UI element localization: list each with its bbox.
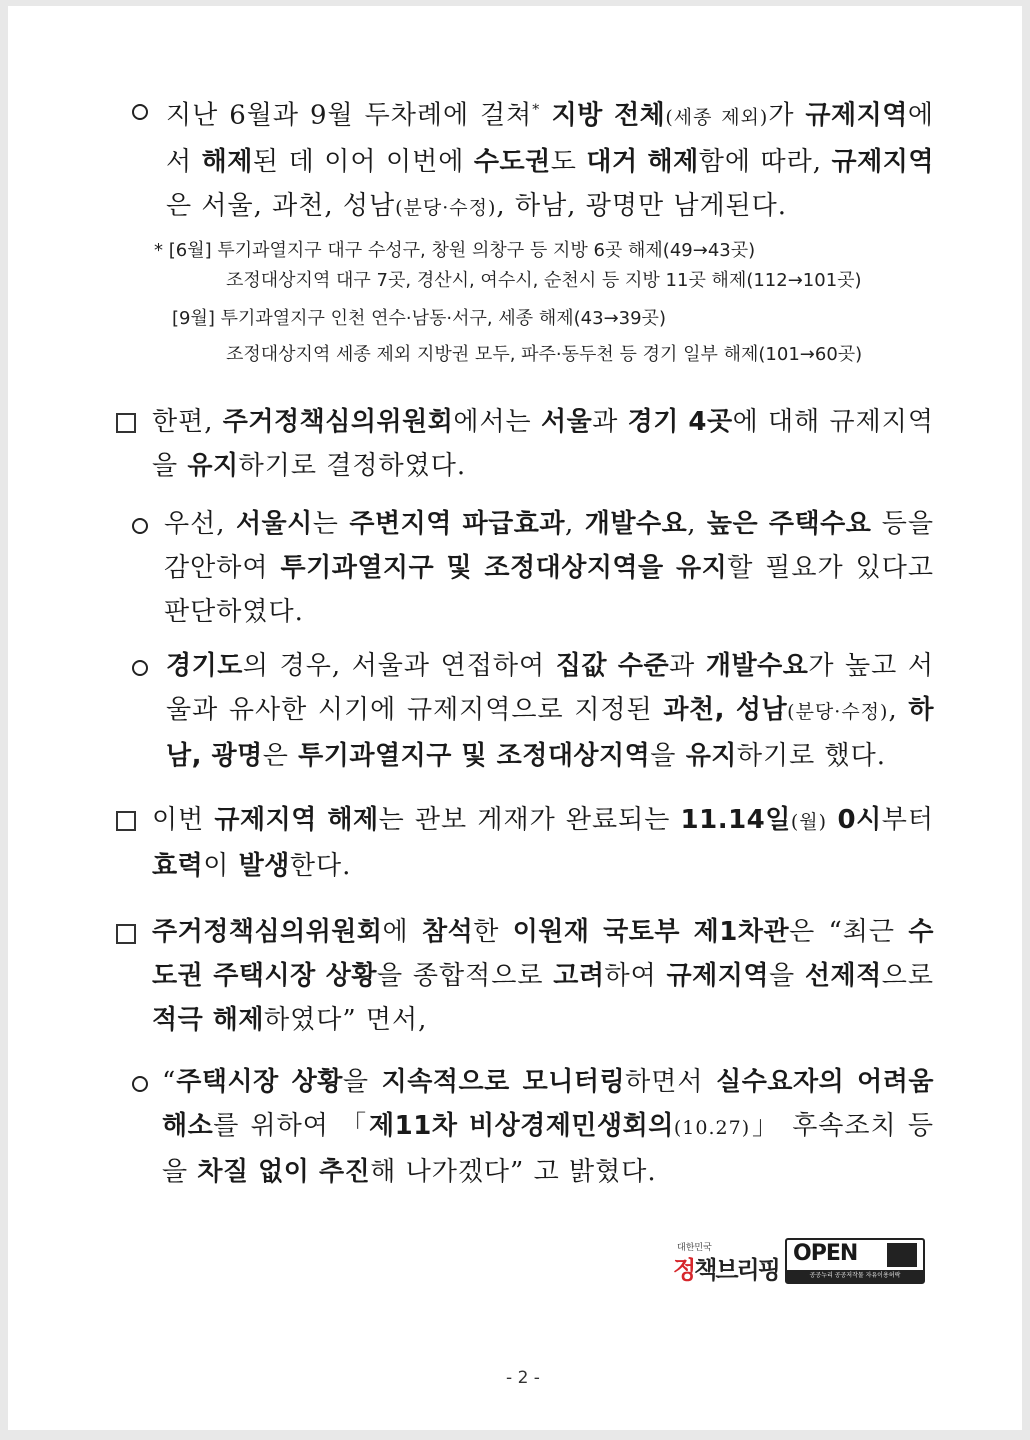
text-bold: 과천, 성남: [663, 695, 788, 725]
text-bold: 수도권: [473, 146, 551, 177]
text: 을: [342, 1067, 382, 1097]
text: 을: [650, 741, 686, 771]
text: ,: [687, 509, 707, 539]
footnote-line-1: * [6월] 투기과열지구 대구 수성구, 창원 의창구 등 지방 6곳 해제(49→43곳): [154, 240, 756, 261]
text-bold: 개발수요: [584, 509, 688, 539]
text-bold: 규제지역 해제: [214, 805, 379, 835]
text-bold: 발생: [238, 851, 290, 881]
text: 를 위하여 「: [213, 1111, 370, 1141]
text: 부터: [881, 805, 934, 835]
text-small: (10.27): [673, 1117, 751, 1139]
person-icon: [887, 1243, 917, 1267]
circle-bullet-icon: [132, 1076, 148, 1092]
text-bold: 이원재 국토부 제1차관: [512, 917, 790, 947]
text-bold: 주변지역 파급효과: [349, 509, 566, 539]
paragraph-6: [152, 910, 934, 1042]
text: 」 후속조치 등을: [162, 1111, 934, 1187]
text: 을 종합적으로: [377, 961, 554, 991]
text: 해 나가겠다” 고 밝혔다.: [370, 1157, 657, 1187]
text-bold: 규제지역: [805, 100, 908, 131]
text-bold: 집값 수준: [555, 651, 670, 681]
text-bold: 서울: [540, 407, 593, 437]
text: , 하남, 광명만 남게된다.: [496, 190, 788, 221]
footnote-mark: *: [532, 102, 541, 118]
paragraph-5: [152, 798, 934, 888]
text: 할 필요가 있다고 판단하였다.: [164, 553, 934, 627]
text: 도: [550, 146, 587, 177]
license-strip: 공공누리 공공저작물 자유이용허락: [787, 1270, 923, 1282]
text-bold: 서울시: [235, 509, 313, 539]
text-bold: 0시: [827, 805, 882, 835]
page-number: - 2 -: [506, 1368, 540, 1388]
checkbox-square-icon: [116, 924, 136, 944]
text-small: (분당·수정): [787, 701, 889, 723]
text-bold: 지속적으로 모니터링: [381, 1067, 626, 1097]
text: 하기로 했다.: [736, 741, 887, 771]
text-bold: 선제적: [804, 961, 882, 991]
text: “: [162, 1067, 177, 1097]
text-bold: 고려: [553, 961, 605, 991]
text-bold: 참석: [422, 917, 474, 947]
text-bold: 개발수요: [705, 651, 809, 681]
text-bold: 차질 없이 추진: [197, 1157, 371, 1187]
text: 과: [592, 407, 628, 437]
text-bold: 주거정책심의위원회: [222, 407, 454, 437]
text: 을: [769, 961, 805, 991]
text-bold: 지방 전체: [540, 100, 666, 131]
logo-wordmark: [673, 1250, 779, 1285]
text: 에 대해 규제지역을: [152, 407, 934, 481]
text: 는: [312, 509, 350, 539]
footer-logos: [673, 1238, 928, 1286]
text: 에: [382, 917, 422, 947]
text: 이: [203, 851, 239, 881]
text: 하였다” 면서,: [264, 1005, 428, 1035]
text: 가 높고 서울과 유사한 시기에 규제지역으로 지정된: [166, 651, 934, 725]
text-bold: 하남, 광명: [166, 695, 935, 771]
text: 한다.: [289, 851, 352, 881]
text-small: (세종 제외): [665, 106, 769, 129]
text-bold: 해제: [201, 146, 253, 177]
text-bold: 유지: [685, 741, 737, 771]
text-bold: 대거 해제: [586, 146, 699, 177]
text-bold: 실수요자의 어려움 해소: [162, 1067, 934, 1141]
text-bold: 경기도: [166, 651, 243, 681]
paragraph-2: [152, 400, 934, 488]
text: 지난 6월과 9월 두차례에 걸쳐: [166, 100, 533, 131]
text: 하여: [604, 961, 667, 991]
paragraph-1: [166, 88, 934, 230]
text: 과: [669, 651, 706, 681]
paragraph-7: [162, 1060, 934, 1194]
footnote-line-2: 조정대상지역 대구 7곳, 경산시, 여수시, 순천시 등 지방 11곳 해제(112→101곳): [226, 270, 862, 291]
text-bold: 유지: [187, 451, 239, 481]
circle-bullet-icon: [132, 660, 148, 676]
text: 우선,: [164, 509, 236, 539]
text: 가: [768, 100, 806, 131]
footnote-line-3: [9월] 투기과열지구 인천 연수·남동·서구, 세종 해제(43→39곳): [172, 308, 666, 329]
text-bold: 효력: [152, 851, 204, 881]
text: ,: [888, 695, 909, 725]
text: 에서는: [453, 407, 541, 437]
text-bold: 규제지역: [666, 961, 770, 991]
policy-briefing-logo: [673, 1238, 781, 1286]
kogl-open-logo: [785, 1238, 925, 1284]
text: 등을 감안하여: [164, 509, 935, 583]
circle-bullet-icon: [132, 518, 148, 534]
text: 하면서: [625, 1067, 717, 1097]
text-bold: 11.14일: [680, 805, 791, 835]
open-wordmark: OPEN: [793, 1241, 858, 1266]
text: 는 관보 게재가 완료되는: [378, 805, 681, 835]
text-small: (월): [790, 811, 828, 833]
text: 하기로 결정하였다.: [238, 451, 467, 481]
text: 이번: [152, 805, 215, 835]
text-bold: 높은 주택수요: [706, 509, 872, 539]
checkbox-square-icon: [116, 413, 136, 433]
text-bold: 적극 해제: [152, 1005, 265, 1035]
paragraph-4: [166, 644, 934, 778]
footnote-line-4: 조정대상지역 세종 제외 지방권 모두, 파주·동두천 등 경기 일부 해제(101→60곳): [226, 344, 863, 365]
logo-wordmark-red: 정: [673, 1256, 695, 1284]
paragraph-3: [164, 502, 934, 634]
text: 은: [262, 741, 299, 771]
text: 의 경우, 서울과 연접하여: [242, 651, 556, 681]
text-bold: 경기 4곳: [627, 407, 733, 437]
text: 으로: [881, 961, 934, 991]
text: ,: [565, 509, 585, 539]
text-bold: 주택시장 상황: [176, 1067, 343, 1097]
text: 에서: [166, 100, 935, 177]
circle-bullet-icon: [132, 104, 148, 120]
text-bold: 수도권 주택시장 상황: [152, 917, 934, 991]
text: 함에 따라,: [698, 146, 832, 177]
text: 된 데 이어 이번에: [252, 146, 474, 177]
text: 한: [473, 917, 513, 947]
logo-caption: 대한민국: [677, 1243, 712, 1253]
logo-wordmark-rest: 책브리핑: [694, 1256, 779, 1284]
text-bold: 규제지역: [831, 146, 934, 177]
text: 은 “최근: [789, 917, 909, 947]
checkbox-square-icon: [116, 811, 136, 831]
text: 은 서울, 과천, 성남: [166, 190, 396, 221]
text-small: (분당·수정): [395, 196, 497, 219]
text-bold: 주거정책심의위원회: [152, 917, 383, 947]
text-bold: 투기과열지구 및 조정대상지역: [298, 741, 651, 771]
text: 한편,: [152, 407, 223, 437]
text-bold: 제11차 비상경제민생회의: [369, 1111, 674, 1141]
text-bold: 투기과열지구 및 조정대상지역을 유지: [280, 553, 728, 583]
